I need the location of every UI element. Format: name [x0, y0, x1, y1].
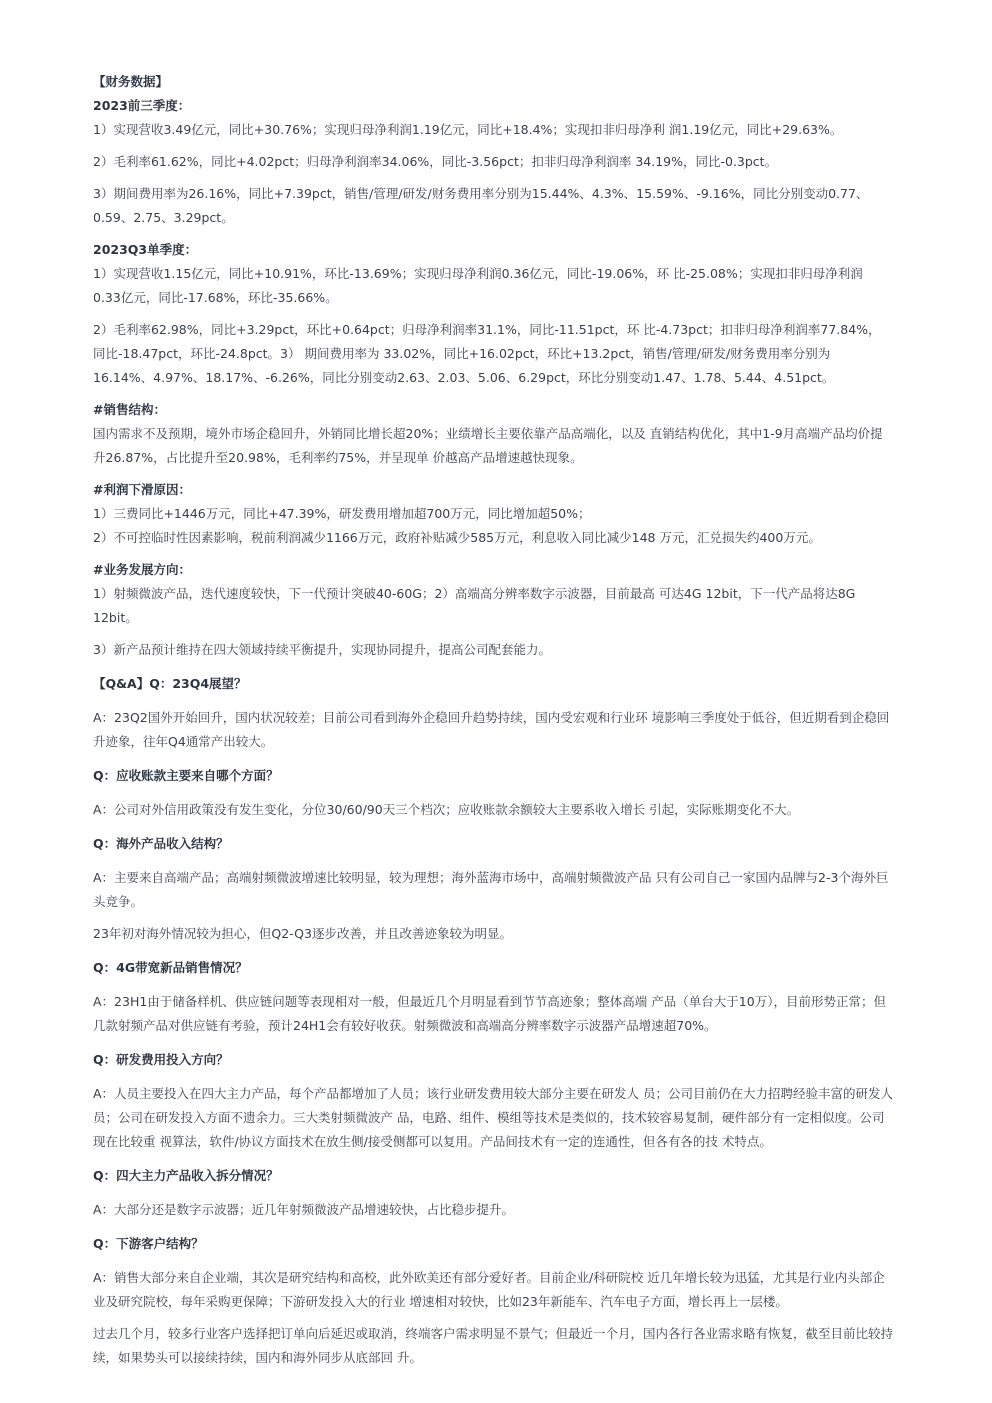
ytd-paragraph-3-line-2: 0.59、2.75、3.29pct。 — [93, 210, 234, 225]
qa-question-2: Q：应收账款主要来自哪个方面？ — [93, 768, 279, 783]
qa-answer-7-extra-line-2: 续，如果势头可以接续持续，国内和海外同步从底部回 升。 — [93, 1350, 422, 1365]
biz-paragraph-1-line-1: 1）射频微波产品，迭代速度较快，下一代预计突破40-60G；2）高端高分辨率数字示波器，目前最高 可达4G 12bit，下一代产品将达8G — [93, 586, 856, 601]
heading-sales-structure: #销售结构： — [93, 402, 166, 417]
qa-answer-4-line-1: A：23H1由于储备样机、供应链问题等表现相对一般，但最近几个月明显看到节节高迹象；整体高端 产品（单台大于10万），目前形势正常；但 — [93, 994, 886, 1009]
qa-answer-3-line-2: 头竞争。 — [93, 894, 144, 909]
qa-answer-2: A：公司对外信用政策没有发生变化，分位30/60/90天三个档次；应收账款余额较大主要系收入增长 引起，实际账期变化不大。 — [93, 802, 800, 817]
qa-answer-6: A：大部分还是数字示波器；近几年射频微波产品增速较快，占比稳步提升。 — [93, 1202, 515, 1217]
qa-question-1: 【Q&A】Q：23Q4展望？ — [93, 676, 247, 691]
profit-paragraph-2: 2）不可控临时性因素影响，税前利润减少1166万元，政府补贴减少585万元，利息收入同比减少148 万元，汇兑损失约400万元。 — [93, 530, 821, 545]
heading-2023-ytd: 2023前三季度： — [93, 98, 191, 113]
sales-paragraph-line-2: 升26.87%，占比提升至20.98%，毛利率约75%，并呈现单 价越高产品增速越快现象。 — [93, 450, 583, 465]
ytd-paragraph-3-line-1: 3）期间费用率为26.16%，同比+7.39pct，销售/管理/研发/财务费用率分别为15.44%、4.3%、15.59%、-9.16%，同比分别变动0.77、 — [93, 186, 869, 201]
q3-paragraph-2-line-1: 2）毛利率62.98%，同比+3.29pct，环比+0.64pct；归母净利润率31.1%，同比-11.51pct，环 比-4.73pct；扣非归母净利润率77.84%， — [93, 322, 881, 337]
qa-question-5: Q：研发费用投入方向？ — [93, 1052, 229, 1067]
qa-answer-3-line-1: A：主要来自高端产品；高端射频微波增速比较明显，较为理想；海外蓝海市场中，高端射频微波产品 只有公司自己一家国内品牌与2-3个海外巨 — [93, 870, 889, 885]
biz-paragraph-3: 3）新产品预计维持在四大领域持续平衡提升，实现协同提升，提高公司配套能力。 — [93, 642, 551, 657]
qa-answer-1-line-2: 升迹象，往年Q4通常产出较大。 — [93, 734, 274, 749]
section-title-financial-data: 【财务数据】 — [93, 74, 169, 89]
qa-answer-7-line-1: A：销售大部分来自企业端，其次是研究结构和高校，此外欧美还有部分爱好者。目前企业/科研院校 近几年增长较为迅猛，尤其是行业内头部企 — [93, 1270, 885, 1285]
qa-answer-4-line-2: 几款射频产品对供应链有考验，预计24H1会有较好收获。射频微波和高端高分辨率数字示波器产品增速超70%。 — [93, 1018, 717, 1033]
heading-profit-decline: #利润下滑原因： — [93, 482, 191, 497]
document-page — [93, 70, 945, 1370]
q3-paragraph-1-line-1: 1）实现营收1.15亿元，同比+10.91%，环比-13.69%；实现归母净利润0.36亿元，同比-19.06%，环 比-25.08%；实现扣非归母净利润 — [93, 266, 863, 281]
sales-paragraph-line-1: 国内需求不及预期，境外市场企稳回升，外销同比增长超20%；业绩增长主要依靠产品高端化，以及 直销结构优化，其中1-9月高端产品均价提 — [93, 426, 883, 441]
qa-answer-7-line-2: 业及研究院校，每年采购更保障；下游研发投入大的行业 增速相对较快，比如23年新能车、汽车电子方面，增长再上一层楼。 — [93, 1294, 788, 1309]
qa-answer-5-line-3: 现在比较重 视算法，软件/协议方面技术在放生侧/接受侧都可以复用。产品间技术有一定的连通性，但各有各的技 术特点。 — [93, 1134, 772, 1149]
qa-answer-3-extra: 23年初对海外情况较为担心，但Q2-Q3逐步改善，并且改善迹象较为明显。 — [93, 926, 512, 941]
profit-paragraph-1: 1）三费同比+1446万元，同比+47.39%，研发费用增加超700万元，同比增加超50%； — [93, 506, 591, 521]
heading-business-direction: #业务发展方向： — [93, 562, 191, 577]
q3-paragraph-1-line-2: 0.33亿元，同比-17.68%，环比-35.66%。 — [93, 290, 338, 305]
qa-answer-5-line-1: A：人员主要投入在四大主力产品，每个产品都增加了人员；该行业研发费用较大部分主要在研发人 员；公司目前仍在大力招聘经验丰富的研发人 — [93, 1086, 894, 1101]
ytd-paragraph-2: 2）毛利率61.62%，同比+4.02pct；归母净利润率34.06%，同比-3.56pct；扣非归母净利润率 34.19%，同比-0.3pct。 — [93, 154, 778, 169]
q3-paragraph-2-line-2: 同比-18.47pct，环比-24.8pct。3） 期间费用率为 33.02%，同比+16.02pct，环比+13.2pct，销售/管理/研发/财务费用率分别为 — [93, 346, 831, 361]
q3-paragraph-2-line-3: 16.14%、4.97%、18.17%、-6.26%，同比分别变动2.63、2.03、5.06、6.29pct，环比分别变动1.47、1.78、5.44、4.51pct。 — [93, 370, 835, 385]
qa-answer-7-extra-line-1: 过去几个月，较多行业客户选择把订单向后延迟或取消，终端客户需求明显不景气；但最近一个月，国内各行各业需求略有恢复，截至目前比较持 — [93, 1326, 894, 1341]
qa-question-6: Q：四大主力产品收入拆分情况？ — [93, 1168, 279, 1183]
heading-2023-q3: 2023Q3单季度： — [93, 242, 198, 257]
qa-question-3: Q：海外产品收入结构？ — [93, 836, 229, 851]
qa-question-7: Q：下游客户结构？ — [93, 1236, 204, 1251]
ytd-paragraph-1: 1）实现营收3.49亿元，同比+30.76%；实现归母净利润1.19亿元，同比+18.4%；实现扣非归母净利 润1.19亿元，同比+29.63%。 — [93, 122, 843, 137]
biz-paragraph-1-line-2: 12bit。 — [93, 610, 138, 625]
qa-answer-5-line-2: 员；公司在研发投入方面不遗余力。三大类射频微波产 品，电路、组件、模组等技术是类似的，技术较容易复制，硬件部分有一定相似度。公司 — [93, 1110, 885, 1125]
qa-answer-1-line-1: A：23Q2国外开始回升，国内状况较差；目前公司看到海外企稳回升趋势持续，国内受宏观和行业环 境影响三季度处于低谷，但近期看到企稳回 — [93, 710, 890, 725]
qa-question-4: Q：4G带宽新品销售情况？ — [93, 960, 248, 975]
